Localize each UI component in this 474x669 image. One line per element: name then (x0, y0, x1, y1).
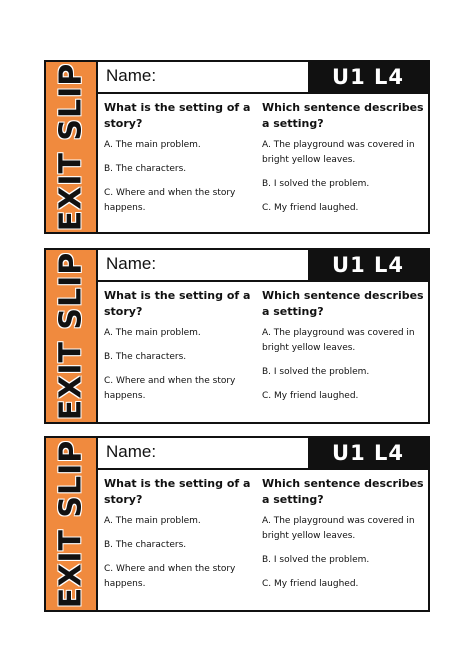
question-2-option-a: A. The playground was covered in bright yellow leaves. (262, 516, 415, 541)
question-2-option-a: A. The playground was covered in bright yellow leaves. (262, 140, 415, 165)
question-2-option-c: C. My friend laughed. (262, 203, 359, 213)
question-2-option-b: B. I solved the problem. (262, 555, 370, 565)
question-1-option-a: A. The main problem. (104, 328, 201, 338)
question-1-block (104, 100, 256, 225)
question-2-block (262, 288, 424, 413)
question-1-option-b: B. The characters. (104, 164, 187, 174)
question-1-option-c: C. Where and when the story happens. (104, 376, 236, 401)
question-1-text: What is the setting of a story? (104, 289, 251, 318)
question-1-text: What is the setting of a story? (104, 477, 251, 506)
question-2-option-a: A. The playground was covered in bright yellow leaves. (262, 328, 415, 353)
name-label: Name: (106, 442, 157, 461)
question-2-text: Which sentence describes a setting? (262, 289, 424, 318)
question-2-text: Which sentence describes a setting? (262, 477, 424, 506)
question-2-option-b: B. I solved the problem. (262, 179, 370, 189)
lesson-code: U1 L4 (308, 250, 428, 280)
exit-slip-card (44, 248, 430, 424)
exit-slip-side-label: EXIT SLIP (53, 439, 89, 609)
question-1-option-a: A. The main problem. (104, 516, 201, 526)
question-1-block (104, 476, 256, 601)
exit-slip-side-banner (46, 62, 98, 232)
name-row (98, 438, 428, 470)
question-1-option-b: B. The characters. (104, 352, 187, 362)
question-1-block (104, 288, 256, 413)
exit-slip-side-banner (46, 438, 98, 610)
question-2-block (262, 100, 424, 225)
exit-slip-side-label: EXIT SLIP (53, 251, 89, 421)
name-label: Name: (106, 254, 157, 273)
name-row (98, 250, 428, 282)
question-1-text: What is the setting of a story? (104, 101, 251, 130)
question-2-option-c: C. My friend laughed. (262, 391, 359, 401)
question-1-option-c: C. Where and when the story happens. (104, 564, 236, 589)
question-1-option-c: C. Where and when the story happens. (104, 188, 236, 213)
exit-slip-side-banner (46, 250, 98, 422)
name-label: Name: (106, 66, 157, 85)
question-1-option-b: B. The characters. (104, 540, 187, 550)
question-2-text: Which sentence describes a setting? (262, 101, 424, 130)
lesson-code: U1 L4 (308, 62, 428, 92)
question-2-option-c: C. My friend laughed. (262, 579, 359, 589)
question-1-option-a: A. The main problem. (104, 140, 201, 150)
name-row (98, 62, 428, 94)
exit-slip-card (44, 60, 430, 234)
exit-slip-side-label: EXIT SLIP (53, 62, 89, 232)
question-2-option-b: B. I solved the problem. (262, 367, 370, 377)
exit-slip-card (44, 436, 430, 612)
lesson-code: U1 L4 (308, 438, 428, 468)
question-2-block (262, 476, 424, 601)
